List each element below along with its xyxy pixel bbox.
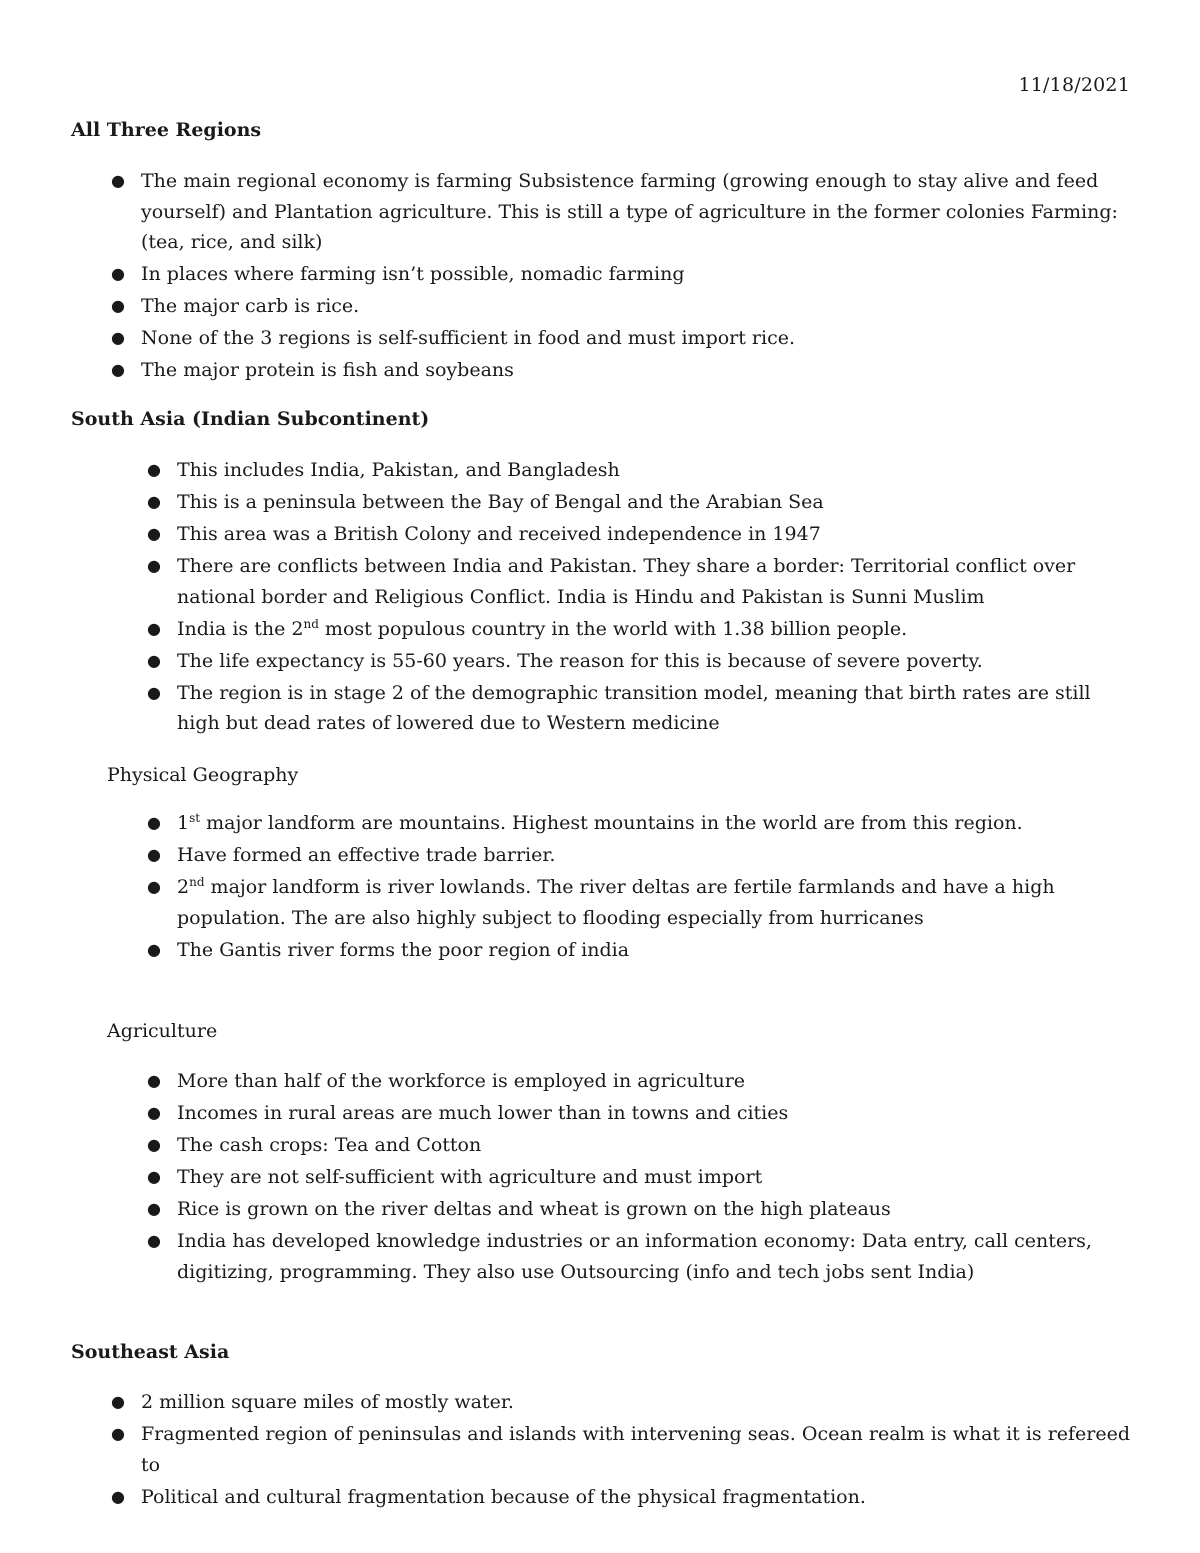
list-item-text: They are not self-sufficient with agriculture and must import bbox=[177, 1166, 763, 1188]
bullet-icon: ● bbox=[147, 1103, 161, 1122]
list-item-text: The major carb is rice. bbox=[141, 295, 360, 317]
list-item bbox=[111, 1482, 1141, 1513]
list-item-text: India has developed knowledge industries or an information economy: Data entry, call centers, digitizing, programming. They also use Outsourcing (info and tech jobs sent India) bbox=[177, 1230, 1092, 1283]
list-item-text: The Gantis river forms the poor region of india bbox=[177, 938, 630, 961]
heading-agriculture: Agriculture bbox=[107, 1020, 218, 1042]
bullet-icon: ● bbox=[147, 682, 161, 702]
list-item bbox=[147, 678, 1137, 739]
text-segment: major landform is river lowlands. The river deltas are fertile farmlands and have a high population. The are also highly subject to flooding especially from hurricanes bbox=[177, 876, 1055, 929]
bullet-icon: ● bbox=[147, 460, 161, 479]
list-item bbox=[111, 323, 1141, 354]
heading-southeast-asia: Southeast Asia bbox=[71, 1341, 230, 1363]
list-item bbox=[147, 551, 1137, 612]
text-segment: most populous country in the world with 1.38 billion people. bbox=[318, 617, 908, 640]
list-item bbox=[147, 840, 1137, 871]
bullet-icon: ● bbox=[111, 1424, 125, 1443]
bullet-icon: ● bbox=[111, 296, 125, 315]
bullet-icon: ● bbox=[147, 650, 161, 670]
heading-south-asia: South Asia (Indian Subcontinent) bbox=[71, 408, 430, 430]
list-item bbox=[147, 935, 1137, 966]
list-item-text: In places where farming isn’t possible, nomadic farming bbox=[141, 263, 685, 285]
list-item-text bbox=[177, 876, 1055, 929]
bullet-icon: ● bbox=[147, 1167, 161, 1186]
list-item bbox=[111, 355, 1141, 386]
list-item-text: 2 million square miles of mostly water. bbox=[141, 1391, 514, 1413]
bullet-icon: ● bbox=[147, 618, 161, 638]
bullet-icon: ● bbox=[111, 264, 125, 283]
list-item-text: Fragmented region of peninsulas and islands with intervening seas. Ocean realm is what it is refereed to bbox=[141, 1423, 1131, 1476]
bullet-icon: ● bbox=[147, 877, 161, 896]
list-agriculture bbox=[147, 1066, 1137, 1289]
bullet-icon: ● bbox=[111, 171, 125, 190]
list-item bbox=[147, 1194, 1137, 1225]
list-item bbox=[111, 259, 1141, 290]
list-southeast-asia bbox=[111, 1387, 1141, 1514]
bullet-icon: ● bbox=[147, 1231, 161, 1250]
list-item-text: More than half of the workforce is employed in agriculture bbox=[177, 1070, 746, 1092]
bullet-icon: ● bbox=[147, 1199, 161, 1218]
heading-physical-geography: Physical Geography bbox=[107, 764, 299, 786]
list-item bbox=[147, 1098, 1137, 1129]
list-item-text: None of the 3 regions is self-sufficient in food and must import rice. bbox=[141, 327, 796, 349]
bullet-icon: ● bbox=[111, 1486, 125, 1506]
bullet-icon: ● bbox=[147, 492, 161, 511]
list-south-asia bbox=[147, 455, 1137, 740]
bullet-icon: ● bbox=[111, 328, 125, 347]
text-segment: India is the 2 bbox=[177, 617, 304, 640]
list-item-text: The cash crops: Tea and Cotton bbox=[177, 1134, 482, 1156]
bullet-icon: ● bbox=[147, 556, 161, 575]
list-item bbox=[147, 646, 1137, 677]
list-item-text: The major protein is fish and soybeans bbox=[141, 359, 514, 381]
list-item bbox=[147, 487, 1137, 518]
bullet-icon: ● bbox=[147, 524, 161, 543]
list-item-text: Incomes in rural areas are much lower than in towns and cities bbox=[177, 1102, 789, 1124]
list-item-text: Political and cultural fragmentation because of the physical fragmentation. bbox=[141, 1485, 866, 1508]
list-item-text: The region is in stage 2 of the demographic transition model, meaning that birth rates are still high but dead rates of lowered due to Western medicine bbox=[177, 681, 1091, 734]
list-item bbox=[111, 1419, 1141, 1480]
bullet-icon: ● bbox=[147, 1071, 161, 1090]
list-item bbox=[111, 166, 1141, 258]
bullet-icon: ● bbox=[147, 813, 161, 832]
list-item-text: The main regional economy is farming Subsistence farming (growing enough to stay alive and feed yourself) and Plantation agriculture. This is still a type of agriculture in the former colonies Farming: (tea, rice, and silk) bbox=[141, 170, 1118, 253]
list-item bbox=[147, 519, 1137, 550]
bullet-icon: ● bbox=[111, 1392, 125, 1411]
list-all-three-regions bbox=[111, 166, 1141, 387]
list-item bbox=[147, 614, 1137, 645]
list-item bbox=[147, 1226, 1137, 1287]
ordinal-superscript: nd bbox=[303, 616, 319, 631]
list-item-text: This includes India, Pakistan, and Bangladesh bbox=[177, 459, 620, 481]
list-item bbox=[147, 1130, 1137, 1161]
text-segment: 1 bbox=[177, 812, 190, 834]
list-item bbox=[147, 808, 1137, 839]
document-date: 11/18/2021 bbox=[1018, 74, 1130, 96]
list-item bbox=[147, 455, 1137, 486]
list-item-text: The life expectancy is 55-60 years. The reason for this is because of severe poverty. bbox=[177, 649, 983, 672]
bullet-icon: ● bbox=[147, 845, 161, 864]
list-item bbox=[147, 872, 1137, 933]
text-segment: 2 bbox=[177, 876, 190, 898]
list-item bbox=[147, 1162, 1137, 1193]
list-item bbox=[111, 291, 1141, 322]
list-item-text: Rice is grown on the river deltas and wheat is grown on the high plateaus bbox=[177, 1198, 891, 1220]
list-item-text bbox=[177, 618, 907, 640]
bullet-icon: ● bbox=[147, 1135, 161, 1154]
list-item-text: This is a peninsula between the Bay of Bengal and the Arabian Sea bbox=[177, 491, 824, 513]
list-physical-geography bbox=[147, 808, 1137, 967]
list-item bbox=[111, 1387, 1141, 1418]
list-item-text: There are conflicts between India and Pakistan. They share a border: Territorial conflict over national border and Religious Conflict. India is Hindu and Pakistan is Sunni Muslim bbox=[177, 555, 1076, 608]
list-item-text: This area was a British Colony and received independence in 1947 bbox=[177, 523, 821, 545]
list-item-text bbox=[177, 812, 1023, 834]
ordinal-superscript: st bbox=[189, 811, 201, 825]
text-segment: major landform are mountains. Highest mountains in the world are from this region. bbox=[200, 812, 1023, 834]
list-item-text: Have formed an effective trade barrier. bbox=[177, 844, 556, 866]
heading-all-three-regions: All Three Regions bbox=[71, 119, 262, 141]
bullet-icon: ● bbox=[147, 939, 161, 959]
bullet-icon: ● bbox=[111, 360, 125, 379]
list-item bbox=[147, 1066, 1137, 1097]
ordinal-superscript: nd bbox=[189, 875, 205, 889]
